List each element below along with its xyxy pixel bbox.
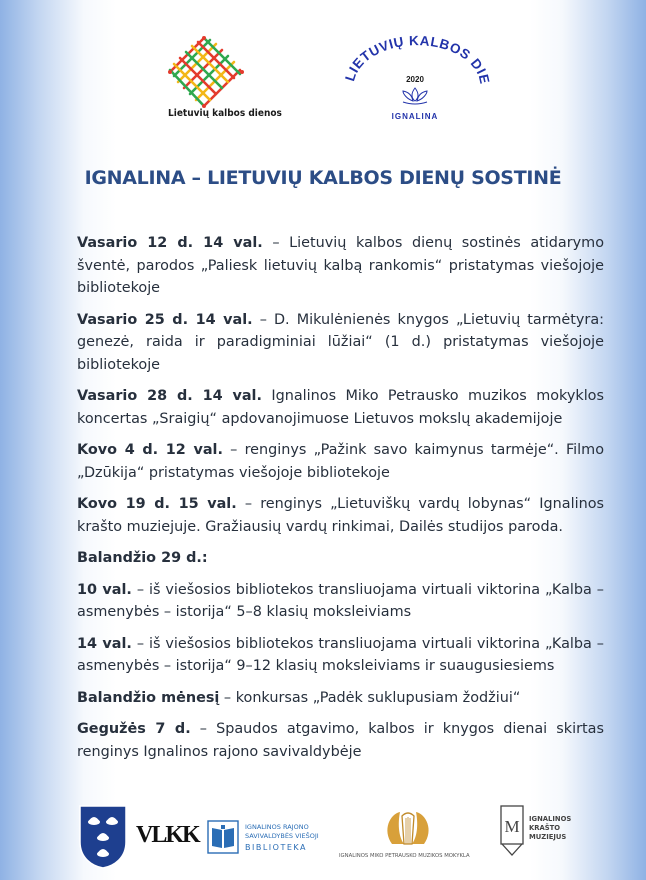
event-date: Gegužės 7 d. [77,721,191,737]
lietuviu-kalbos-dienos-logo [158,36,318,126]
event-item [77,579,604,624]
event-text: – Spaudos atgavimo, kalbos ir knygos dienai skirtas renginys Ignalinos rajono savivaldybėje [77,721,604,760]
event-item [77,547,604,570]
museum-name-line3: MUZIEJUS [529,833,567,841]
event-date: 14 val. [77,635,132,652]
event-date: Balandžio mėnesį [77,689,220,706]
event-text: – D. Mikulėnienės knygos „Lietuvių tarmėtyra: genezė, raida ir paradigminiai lūžiai“ (1 d.) pristatymas viešojoje bibliotekoje [77,311,605,373]
lyre-icon [380,808,436,850]
event-item [77,439,604,484]
event-item [77,493,604,538]
event-date: 10 val. [77,581,132,598]
library-name-line2: SAVIVALDYBĖS VIEŠOJI [245,832,319,840]
event-item [77,232,604,300]
logo-arc-text: LIETUVIŲ KALBOS DI [342,34,490,83]
vlkk-logo: VLKK [136,822,199,848]
ignalina-sostine-logo [340,34,490,126]
event-text: – konkursas „Padėk suklupusiam žodžiui“ [219,689,521,706]
events-list [77,232,604,772]
event-date: Vasario 28 d. 14 val. [77,388,262,404]
event-text: – iš viešosios bibliotekos transliuojama virtuali viktorina „Kalba – asmenybės – istorija“ 9–12 klasių moksleiviams ir suaugusiesiems [77,635,604,674]
event-date: Kovo 4 d. 12 val. [77,442,223,458]
event-text: – Lietuvių kalbos dienų sostinės atidarymo šventė, parodos „Paliesk lietuvių kalbą rankomis“ pristatymas viešojoje bibliotekoje [77,235,604,296]
logo-caption: Lietuvių kalbos dienos [168,108,282,119]
event-item [77,385,604,430]
page-title: IGNALINA – LIETUVIŲ KALBOS DIENŲ SOSTINĖ [84,167,562,189]
event-text: Ignalinos Miko Petrausko muzikos mokyklos koncertas „Sraigių“ apdovanojimuose Lietuvos mokslų akademijoje [77,388,604,427]
event-date: Vasario 25 d. 14 val. [77,311,253,328]
event-item [77,633,604,678]
event-date: Kovo 19 d. 15 val. [77,496,237,512]
event-item [77,718,604,763]
library-name-line1: IGNALINOS RAJONO [245,823,309,831]
library-name-line3: BIBLIOTEKA [245,843,307,852]
event-item [77,687,604,710]
svg-text:M: M [504,817,520,836]
music-school-name: IGNALINOS MIKO PETRAUSKO MUZIKOS MOKYKLA [339,853,470,859]
museum-name-line1: IGNALINOS [529,815,572,823]
event-date: Balandžio 29 d.: [77,550,208,566]
museum-name-line2: KRAŠTO [529,824,561,832]
event-text: – iš viešosios bibliotekos transliuojama virtuali viktorina „Kalba – asmenybės – istorija“ 5–8 klasių moksleiviams [77,581,604,620]
museum-emblem-icon [500,805,524,857]
event-text: – renginys „Pažink savo kaimynus tarmėje“. Filmo „Dzūkija“ pristatymas viešojoje bibliotekoje [77,442,605,481]
partner-logos [0,800,646,880]
open-book-icon [207,820,239,854]
event-item [77,309,604,377]
woven-diamond-icon [166,36,246,108]
event-date: Vasario 12 d. 14 val. [77,235,263,251]
lotus-icon [403,88,427,104]
logo-year: 2020 [406,75,424,84]
coat-of-arms-icon [78,804,128,870]
logo-city: IGNALINA [391,112,439,121]
event-text: – renginys „Lietuviškų vardų lobynas“ Ignalinos krašto muziejuje. Gražiausių vardų rinkimai, Dailės studijos paroda. [77,496,605,535]
